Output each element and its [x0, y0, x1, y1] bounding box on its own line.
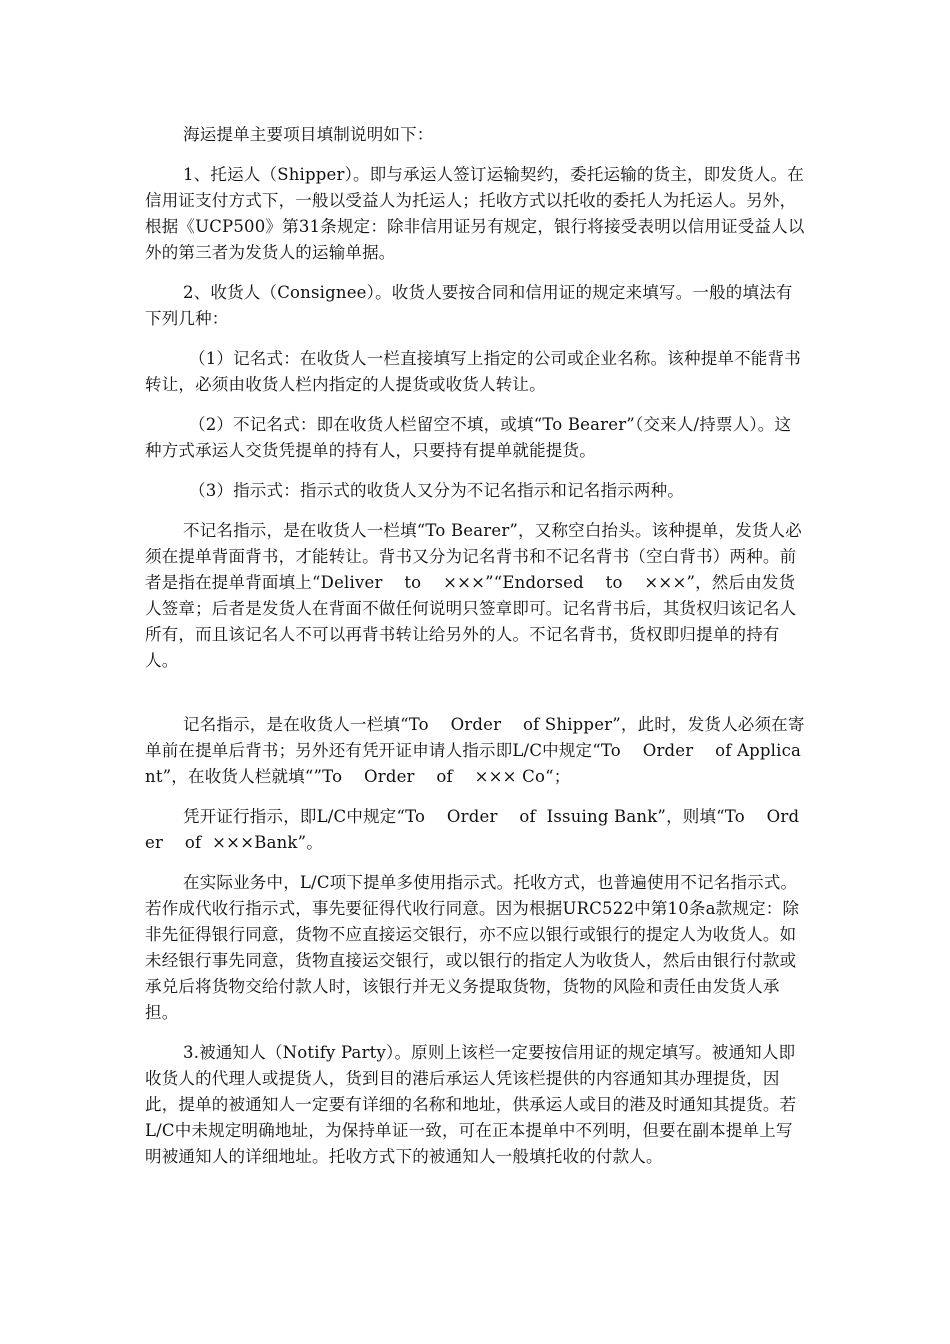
paragraph-named-order: 记名指示，是在收货人一栏填“To Order of Shipper”，此时，发货人必须在寄单前在提单后背书；另外还有凭开证申请人指示即L/C中规定“To Order of Applicant”，在收货人栏就填“”To Order of ××× Co“； — [145, 715, 805, 786]
paragraph-shipper: 1、托运人（Shipper）。即与承运人签订运输契约，委托运输的货主，即发货人。在信用证支付方式下，一般以受益人为托运人；托收方式以托收的委托人为托运人。另外，根据《UCP500》第31条规定：除非信用证另有规定，银行将接受表明以信用证受益人以外的第三者为发货人的运输单据。 — [145, 165, 805, 262]
paragraph-named-consignee: （1）记名式：在收货人一栏直接填写上指定的公司或企业名称。该种提单不能背书转让，必须由收货人栏内指定的人提货或收货人转让。 — [145, 349, 801, 394]
paragraph-issuing-bank-order: 凭开证行指示，即L/C中规定“To Order of Issuing Bank”，则填“To Order of ×××Bank”。 — [145, 807, 800, 852]
paragraph-practice: 在实际业务中，L/C项下提单多使用指示式。托收方式，也普遍使用不记名指示式。若作成代收行指示式，事先要征得代收行同意。因为根据URC522中第10条a款规定：除非先征得银行同意，货物不应直接运交银行，亦不应以银行或银行的提定人为收货人。如未经银行事先同意，货物直接运交银行，或以银行的指定人为收货人，然后由银行付款或承兑后将货物交给付款人时，该银行并无义务提取货物，货物的风险和责任由发货人承担。 — [145, 873, 800, 1022]
paragraph-blank-endorsement: 不记名指示，是在收货人一栏填“To Bearer”，又称空白抬头。该种提单，发货人必须在提单背面背书，才能转让。背书又分为记名背书和不记名背书（空白背书）两种。前者是指在提单背面填上“Deliver to ×××”“Endorsed to ×××”，然后由发货人签章；后者是发货人在背面不做任何说明只签章即可。记名背书后，其货权归该记名人所有，而且该记名人不可以再背书转让给另外的人。不记名背书，货权即归提单的持有人。 — [145, 521, 802, 670]
paragraph-gap — [145, 688, 805, 712]
paragraph-notify-party: 3.被通知人（Notify Party）。原则上该栏一定要按信用证的规定填写。被通知人即收货人的代理人或提货人，货到目的港后承运人凭该栏提供的内容通知其办理提货，因此，提单的被通知人一定要有详细的名称和地址，供承运人或目的港及时通知其提货。若L/C中未规定明确地址，为保持单证一致，可在正本提单中不列明，但要在副本提单上写明被通知人的详细地址。托收方式下的被通知人一般填托收的付款人。 — [145, 1043, 797, 1166]
paragraph-consignee: 2、收货人（Consignee）。收货人要按合同和信用证的规定来填写。一般的填法有下列几种： — [145, 283, 793, 328]
document-title: 海运提单主要项目填制说明如下： — [183, 125, 434, 144]
document-body — [145, 122, 805, 1184]
paragraph-bearer-consignee: （2）不记名式：即在收货人栏留空不填，或填“To Bearer”（交来人/持票人）。这种方式承运人交货凭提单的持有人，只要持有提单就能提货。 — [145, 415, 792, 460]
paragraph-order-consignee: （3）指示式：指示式的收货人又分为不记名指示和记名指示两种。 — [189, 481, 684, 500]
